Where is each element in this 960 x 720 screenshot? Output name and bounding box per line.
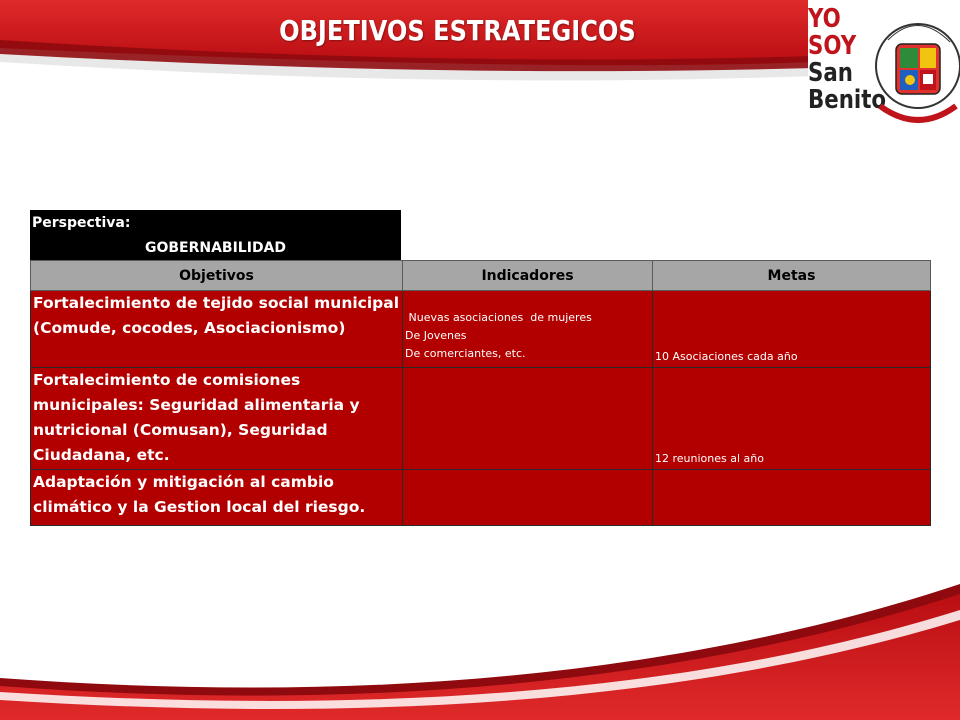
table-row	[31, 470, 931, 526]
footer-swoosh	[0, 580, 960, 720]
slide-title: OBJETIVOS ESTRATEGICOS	[279, 14, 636, 47]
goal-cell	[653, 470, 931, 526]
indicator-cell	[403, 470, 653, 526]
indicator-cell	[403, 368, 653, 470]
objective-cell: Adaptación y mitigación al cambio climático y la Gestion local del riesgo.	[31, 470, 403, 526]
column-header-metas: Metas	[653, 261, 931, 291]
goal-text: 12 reuniones al año	[655, 452, 764, 465]
objectives-table	[30, 260, 931, 526]
goal-cell	[653, 368, 931, 470]
logo	[808, 6, 958, 136]
indicator-line: De comerciantes, etc.	[405, 347, 526, 360]
table-row	[31, 291, 931, 368]
perspective-label: Perspectiva:	[32, 215, 131, 231]
column-header-indicadores: Indicadores	[403, 261, 653, 291]
indicator-line: De Jovenes	[405, 329, 467, 342]
goal-text: 10 Asociaciones cada año	[655, 350, 798, 363]
perspective-header	[30, 210, 401, 260]
goal-cell	[653, 291, 931, 368]
objective-cell: Fortalecimiento de comisiones municipales: Seguridad alimentaria y nutricional (Comusan), Seguridad Ciudadana, etc.	[31, 368, 403, 470]
logo-wordmark: YO SOY San Benito	[808, 4, 887, 115]
table-row	[31, 368, 931, 470]
indicator-cell	[403, 291, 653, 368]
municipal-crest-icon	[870, 10, 960, 128]
column-header-objetivos: Objetivos	[31, 261, 403, 291]
goal-text	[655, 524, 928, 525]
indicator-line: Nuevas asociaciones de mujeres	[405, 311, 592, 324]
perspective-value: GOBERNABILIDAD	[144, 240, 287, 256]
objective-cell: Fortalecimiento de tejido social municipal (Comude, cocodes, Asociacionismo)	[31, 291, 403, 368]
table-header-row	[31, 261, 931, 291]
